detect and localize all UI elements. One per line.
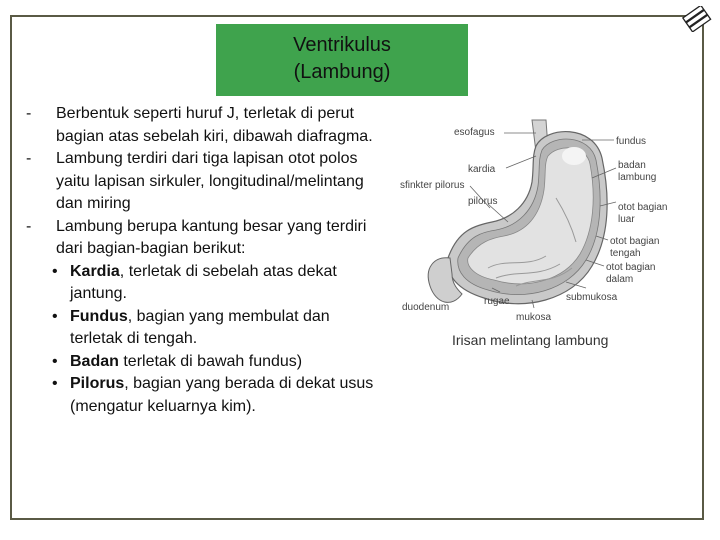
label-sfinkter-pilorus: sfinkter pilorus	[400, 180, 465, 191]
bullet-dot-icon: •	[52, 307, 58, 325]
title-line-1: Ventrikulus	[293, 34, 391, 56]
slide-title	[216, 24, 468, 96]
label-rugae: rugae	[484, 296, 510, 307]
bullet-item	[26, 216, 386, 261]
stomach-diagram	[396, 118, 696, 358]
label-kardia: kardia	[468, 164, 496, 175]
sub-item-term: Pilorus	[70, 375, 125, 392]
sub-item-pilorus	[46, 373, 386, 418]
sub-item-badan	[46, 351, 386, 374]
label-badan-lambung-1: badan	[618, 160, 646, 171]
label-otot-dalam-1: otot bagian	[606, 262, 656, 273]
label-pilorus: pilorus	[468, 196, 498, 207]
title-line-2: (Lambung)	[293, 61, 391, 83]
sub-item-text: , bagian yang membulat dan terletak di tengah.	[70, 307, 330, 347]
figure-caption: Irisan melintang lambung	[452, 332, 609, 348]
sub-item-text: , terletak di sebelah atas dekat jantung.	[70, 262, 337, 302]
label-otot-dalam-2: dalam	[606, 274, 634, 285]
bullet-text: Lambung berupa kantung besar yang terdiri dari bagian-bagian berikut:	[56, 217, 367, 257]
bullet-dash: -	[26, 105, 32, 122]
label-otot-tengah-1: otot bagian	[610, 236, 660, 247]
book-stack-icon	[682, 6, 712, 32]
label-otot-tengah-2: tengah	[610, 248, 641, 259]
label-duodenum: duodenum	[402, 302, 450, 313]
bullet-dot-icon: •	[52, 262, 58, 280]
sub-item-kardia	[46, 261, 386, 306]
sub-item-text: , bagian yang berada di dekat usus (mengatur keluarnya kim).	[70, 375, 374, 415]
bullet-dot-icon: •	[52, 375, 58, 392]
fundus-highlight	[562, 147, 586, 165]
label-otot-luar-1: otot bagian	[618, 202, 668, 213]
bullet-item	[26, 103, 386, 148]
bullet-text: Berbentuk seperti huruf J, terletak di perut bagian atas sebelah kiri, dibawah diafragma.	[56, 105, 373, 145]
content-list	[26, 103, 386, 418]
bullet-dash: -	[26, 217, 32, 235]
sub-item-fundus	[46, 306, 386, 351]
bullet-dash: -	[26, 150, 32, 167]
sub-item-term: Badan	[70, 352, 119, 370]
bullet-item	[26, 148, 386, 216]
sub-item-term: Fundus	[70, 307, 128, 325]
bullet-dot-icon: •	[52, 352, 58, 370]
label-submukosa: submukosa	[566, 292, 618, 303]
label-mukosa: mukosa	[516, 312, 552, 323]
label-fundus: fundus	[616, 136, 647, 147]
sub-item-term: Kardia	[70, 262, 120, 280]
label-otot-luar-2: luar	[618, 214, 635, 225]
sub-item-text: terletak di bawah fundus)	[118, 352, 303, 370]
bullet-text: Lambung terdiri dari tiga lapisan otot polos yaitu lapisan sirkuler, longitudinal/melintang dan miring	[56, 150, 364, 212]
label-esofagus: esofagus	[454, 127, 495, 138]
label-badan-lambung-2: lambung	[618, 172, 657, 183]
